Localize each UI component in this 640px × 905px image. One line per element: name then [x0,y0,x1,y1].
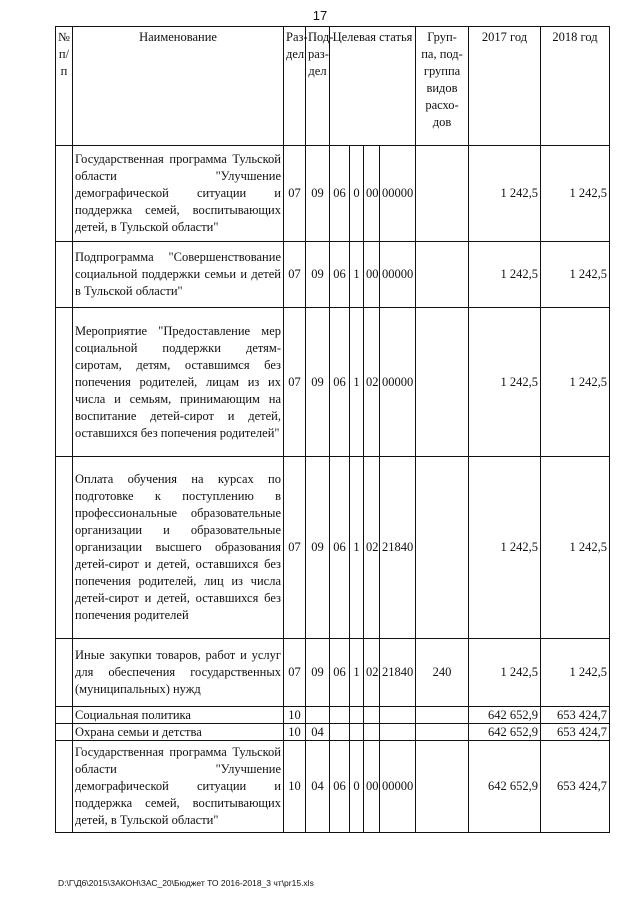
row-expense-group [416,308,469,457]
row-target-program [330,707,350,724]
row-2017: 1 242,5 [469,639,541,707]
row-target-event: 00 [364,741,380,833]
row-subsection: 04 [306,724,330,741]
row-name: Подпрограмма "Совершенствование социальной поддержки семьи и детей в Тульской области" [73,242,284,308]
row-2018: 653 424,7 [541,707,610,724]
row-target-event [364,724,380,741]
row-target-subprogram: 0 [350,741,364,833]
row-2018: 1 242,5 [541,146,610,242]
row-target-event: 00 [364,242,380,308]
row-name: Оплата обучения на курсах по подготовке к поступлению в профессиональные образовательные организации и образовательные организации высшего образования детей-сирот и детей, оставшихся без попечения родителей, лиц из числа детей-сирот и детей, оставшихся без попечения родителей [73,457,284,639]
row-subsection: 09 [306,457,330,639]
row-target-program: 06 [330,146,350,242]
row-num [56,146,73,242]
row-subsection: 09 [306,308,330,457]
row-2017: 1 242,5 [469,242,541,308]
header-2017: 2017 год [469,27,541,146]
row-section: 07 [284,308,306,457]
table-row [56,308,610,457]
row-num [56,308,73,457]
row-target-program: 06 [330,639,350,707]
row-section: 07 [284,639,306,707]
row-target-event: 00 [364,146,380,242]
row-target-direction: 00000 [380,741,416,833]
row-2017: 1 242,5 [469,457,541,639]
row-section: 07 [284,457,306,639]
row-subsection: 09 [306,639,330,707]
row-target-event [364,707,380,724]
row-section: 10 [284,724,306,741]
row-expense-group [416,724,469,741]
row-subsection: 04 [306,741,330,833]
row-section: 10 [284,741,306,833]
row-num [56,457,73,639]
table-row [56,457,610,639]
header-name: Наименование [73,27,284,146]
row-expense-group [416,457,469,639]
row-target-program: 06 [330,457,350,639]
page-number: 17 [312,8,328,23]
row-num [56,639,73,707]
row-num [56,242,73,308]
row-expense-group [416,242,469,308]
row-subsection [306,707,330,724]
row-expense-group [416,707,469,724]
row-target-program: 06 [330,242,350,308]
table-row [56,639,610,707]
row-target-program: 06 [330,308,350,457]
header-row [56,27,610,146]
row-target-subprogram: 1 [350,308,364,457]
row-name: Мероприятие "Предоставление мер социальной поддержки детям-сиротам, детям, оставшимся без попечения родителей, лицам из их числа и семьям, принимающим на воспитание детей-сирот и детей, оставшихся без попечения родителей" [73,308,284,457]
row-num [56,707,73,724]
budget-table [55,26,610,833]
row-section: 07 [284,242,306,308]
row-target-program [330,724,350,741]
row-expense-group [416,146,469,242]
header-num: № п/п [56,27,73,146]
row-2017: 642 652,9 [469,707,541,724]
row-target-direction [380,724,416,741]
row-num [56,724,73,741]
row-target-subprogram: 1 [350,242,364,308]
row-target-program: 06 [330,741,350,833]
row-expense-group [416,741,469,833]
header-2018: 2018 год [541,27,610,146]
row-target-subprogram: 0 [350,146,364,242]
row-name: Иные закупки товаров, работ и услуг для обеспечения государственных (муниципальных) нужд [73,639,284,707]
row-name: Государственная программа Тульской области "Улучшение демографической ситуации и поддержка семей, воспитывающих детей, в Тульской области" [73,146,284,242]
row-name: Охрана семьи и детства [73,724,284,741]
row-target-direction [380,707,416,724]
row-target-event: 02 [364,457,380,639]
row-subsection: 09 [306,146,330,242]
table-row [56,707,610,724]
row-2018: 1 242,5 [541,242,610,308]
row-target-direction: 00000 [380,146,416,242]
row-name: Социальная политика [73,707,284,724]
row-2018: 653 424,7 [541,724,610,741]
header-subsection: Под- раз- дел [306,27,330,146]
table-row [56,741,610,833]
row-section: 10 [284,707,306,724]
row-target-subprogram: 1 [350,457,364,639]
footer-file-path: D:\Г\Д6\2015\ЗАКОН\ЗАС_20\Бюджет ТО 2016-2018_3 чт\pr15.xls [58,878,314,888]
row-2017: 1 242,5 [469,308,541,457]
row-target-subprogram [350,724,364,741]
row-2018: 1 242,5 [541,308,610,457]
header-section: Раз- дел [284,27,306,146]
row-2017: 642 652,9 [469,724,541,741]
row-target-event: 02 [364,639,380,707]
row-2017: 642 652,9 [469,741,541,833]
row-target-direction: 00000 [380,242,416,308]
row-section: 07 [284,146,306,242]
row-subsection: 09 [306,242,330,308]
table-row [56,146,610,242]
row-2018: 1 242,5 [541,639,610,707]
header-group: Груп- па, под- группа видов расхо- дов [416,27,469,146]
row-target-direction: 21840 [380,639,416,707]
row-2017: 1 242,5 [469,146,541,242]
row-target-direction: 21840 [380,457,416,639]
header-target: Целевая статья [330,27,416,146]
row-2018: 653 424,7 [541,741,610,833]
row-name: Государственная программа Тульской области "Улучшение демографической ситуации и поддержка семей, воспитывающих детей, в Тульской области" [73,741,284,833]
table-row [56,242,610,308]
table-row [56,724,610,741]
row-target-event: 02 [364,308,380,457]
row-2018: 1 242,5 [541,457,610,639]
row-target-subprogram [350,707,364,724]
row-num [56,741,73,833]
row-target-subprogram: 1 [350,639,364,707]
row-expense-group: 240 [416,639,469,707]
row-target-direction: 00000 [380,308,416,457]
